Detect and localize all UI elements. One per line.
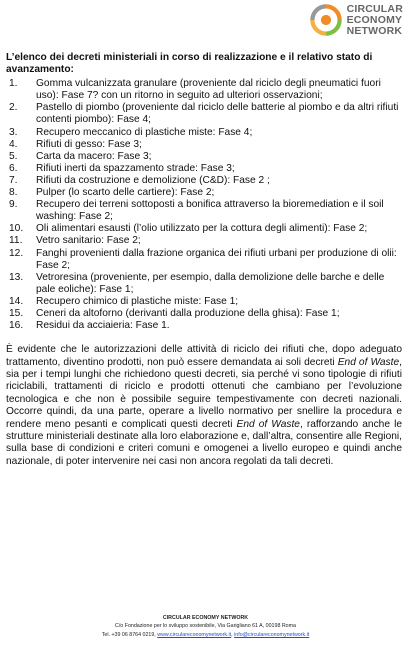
item-text: Vetroresina (proveniente, per esempio, dalla demolizione delle barche e delle pale eoliche): Fase 1; [36, 271, 385, 295]
item-number: 6. [9, 162, 18, 174]
list-item [6, 151, 406, 163]
item-number: 12. [9, 247, 24, 259]
item-text: Pulper (lo scarto delle cartiere): Fase 2; [36, 187, 215, 199]
item-number: 8. [9, 187, 18, 199]
paragraph-text: , rafforzando anche le strutture ministeriali destinate alla loro elaborazione e, dall’altra, consentire alle Regioni, sulla base di condizioni e criteri comuni e omogenei a livello europeo e quindi anche nazionale, di poter intervenire nei casi non ancora regolati da tali decreti. [6, 418, 402, 467]
item-text: Ceneri da altoforno (derivanti dalla produzione della ghisa): Fase 1; [36, 307, 340, 319]
list-item [6, 78, 406, 102]
item-number: 5. [9, 150, 18, 162]
circular-economy-logo-icon [309, 3, 343, 37]
body-paragraph [6, 344, 406, 468]
paragraph-text: È evidente che le autorizzazioni delle attività di riciclo dei rifiuti che, dopo adeguato trattamento, diventino prodotti, non può essere demandata ai soli decreti [6, 344, 402, 368]
footer-separator: , [231, 631, 235, 638]
item-number: 2. [9, 102, 18, 114]
paragraph-emphasis: End of Waste [236, 418, 300, 430]
list-item [6, 296, 406, 308]
item-text: Carta da macero: Fase 3; [36, 150, 152, 162]
item-number: 10. [9, 223, 24, 235]
item-number: 15. [9, 307, 24, 319]
item-number: 11. [9, 235, 23, 247]
item-number: 9. [9, 199, 18, 211]
list-item [6, 199, 406, 223]
list-item [6, 163, 406, 175]
list-item [6, 223, 406, 235]
list-item [6, 102, 406, 126]
footer-org-name: CIRCULAR ECONOMY NETWORK [162, 615, 249, 621]
item-text: Rifiuti inerti da spazzamento strade: Fase 3; [36, 162, 235, 174]
list-item [6, 175, 406, 187]
footer-phone: Tel. +39 06 8764 0219, [101, 631, 158, 638]
item-text: Residui da acciaieria: Fase 1. [36, 320, 170, 332]
item-number: 13. [9, 271, 24, 283]
list-item [6, 308, 406, 320]
item-text: Recupero meccanico di plastiche miste: Fase 4; [36, 126, 253, 138]
list-item [6, 235, 406, 247]
list-item [6, 248, 406, 272]
logo-text [347, 4, 403, 37]
paragraph-emphasis: End of Waste [337, 356, 400, 368]
list-item [6, 187, 406, 199]
logo-line-1: CIRCULAR [346, 2, 403, 15]
list-item [6, 139, 406, 151]
logo-line-3: NETWORK [346, 24, 403, 37]
item-text: Rifiuti di gesso: Fase 3; [36, 138, 142, 150]
item-number: 16. [9, 320, 24, 332]
list-item [6, 272, 406, 296]
item-text: Recupero dei terreni sottoposti a bonifica attraverso la bioremediation e il soil washing: Fase 2; [36, 199, 384, 223]
item-number: 4. [9, 138, 18, 150]
item-number: 3. [9, 126, 18, 138]
item-text: Gomma vulcanizzata granulare (proveniente dal riciclo degli pneumatici fuori uso): Fase 7? con un ritorno in seguito ad ulteriori osservazioni; [36, 78, 381, 102]
logo [309, 3, 403, 37]
main-content [6, 52, 406, 468]
section-heading: L’elenco dei decreti ministeriali in corso di realizzazione e il relativo stato di avanzamento: [6, 52, 373, 76]
list-item [6, 127, 406, 139]
logo-line-2: ECONOMY [346, 13, 403, 26]
item-text: Oli alimentari esausti (l’olio utilizzato per la cottura degli alimenti): Fase 2; [36, 223, 368, 235]
item-number: 7. [9, 174, 18, 186]
decree-list [6, 78, 406, 332]
item-number: 14. [9, 295, 24, 307]
paragraph-text: , sia per i tempi lunghi che richiedono questi decreti, sia perché vi sono tipologie di rifiuti riciclabili, trattamenti di riciclo e prodotti ottenuti che cambiano per l’evoluzione tecnologica e che non è possibile seguire tempestivamente con decreti nazionali. Occorre quindi, da una parte, operare a livello normativo per snellire la procedura e rendere meno pesanti e complicati questi decreti [6, 356, 402, 430]
item-text: Recupero chimico di plastiche miste: Fase 1; [36, 295, 239, 307]
item-number: 1. [9, 78, 18, 90]
item-text: Rifiuti da costruzione e demolizione (C&D): Fase 2 ; [36, 174, 270, 186]
page-footer [0, 614, 411, 639]
footer-website-link[interactable]: www.circulareconomynetwork.it [157, 631, 232, 638]
footer-contacts [0, 631, 411, 639]
footer-address: C/o Fondazione per lo sviluppo sostenibile, Via Garigliano 61 A, 00198 Roma [115, 623, 296, 630]
item-text: Fanghi provenienti dalla frazione organica dei rifiuti urbani per produzione di olii: Fase 2; [36, 247, 397, 271]
item-text: Vetro sanitario: Fase 2; [36, 235, 141, 247]
item-text: Pastello di piombo (proveniente dal riciclo delle batterie al piombo e da altri rifiuti contenti piombo): Fase 4; [36, 102, 399, 126]
list-item [6, 320, 406, 332]
footer-email-link[interactable]: info@circulareconomynetwork.it [234, 631, 310, 638]
